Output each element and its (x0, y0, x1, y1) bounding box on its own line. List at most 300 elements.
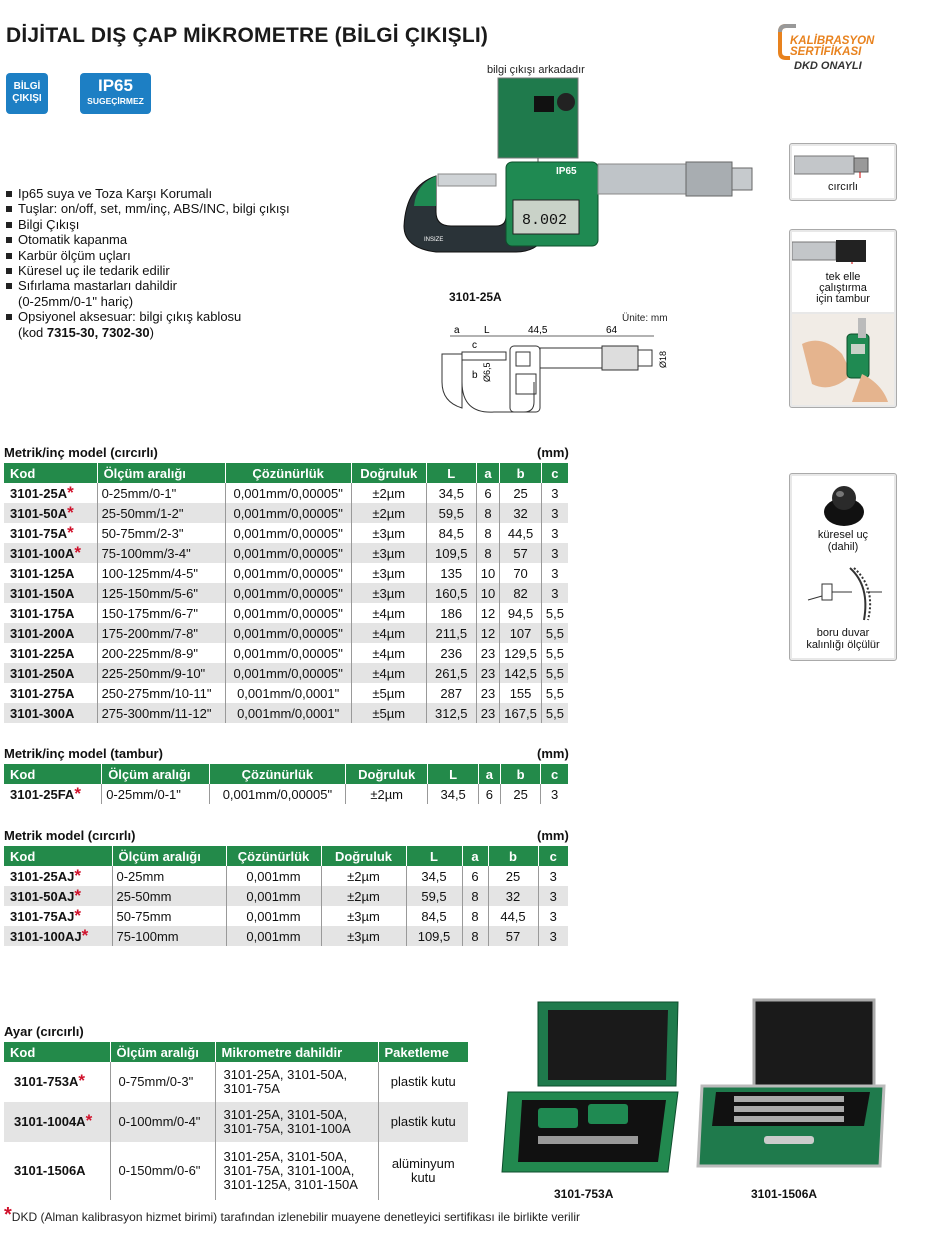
accuracy-cell: ±2µm (345, 784, 428, 804)
drawing-unit: Ünite: mm (622, 313, 668, 324)
col-header: L (406, 846, 462, 866)
resolution-cell: 0,001mm/0,0001" (225, 703, 351, 723)
col-header: b (500, 764, 540, 784)
included-cell (215, 1142, 378, 1200)
accuracy-cell: ±2µm (321, 866, 406, 886)
table-row (4, 543, 568, 563)
dim-cell: 84,5 (406, 906, 462, 926)
set-caption: 3101-753A (554, 1187, 614, 1201)
dim-cell: 5,5 (541, 663, 568, 683)
thimble-feature-box (789, 229, 897, 408)
code-cell (4, 906, 112, 926)
dkd-star: * (74, 783, 81, 803)
code-text: 3101-175A (10, 605, 75, 621)
calibration-certificate-logo (776, 22, 906, 78)
feature-text: (kod (18, 324, 47, 340)
packaging-cell (378, 1142, 468, 1200)
thimble-label: için tambur (816, 293, 870, 305)
dim-cell: 34,5 (426, 483, 476, 503)
table-row (4, 563, 568, 583)
dim-cell: 23 (476, 703, 499, 723)
badge-line: BİLGİ (13, 81, 41, 92)
dim-cell: 3 (541, 583, 568, 603)
pipe-wall-label: kalınlığı ölçülür (806, 639, 880, 651)
ratchet-label: cırcırlı (828, 181, 858, 193)
feature-item-cont (6, 325, 386, 340)
feature-codes: 7315-30, 7302-30 (46, 324, 150, 340)
dim-cell: 3 (551, 525, 559, 541)
table-row (4, 784, 568, 804)
dim-cell: 23 (476, 643, 499, 663)
range-cell: 125-150mm/5-6" (97, 583, 225, 603)
col-header: Doğruluk (321, 846, 406, 866)
included-line: 3101-25A, 3101-50A, (223, 1067, 348, 1082)
page-title: DİJİTAL DIŞ ÇAP MİKROMETRE (BİLGİ ÇIKIŞLI) (6, 24, 489, 47)
code-text: 3101-150A (10, 585, 75, 601)
accuracy-cell: ±3µm (351, 523, 426, 543)
table1-title: Metrik/inç model (cırcırlı) (4, 445, 158, 460)
dim-cell: 8 (476, 523, 499, 543)
table-row (4, 866, 568, 886)
dim-cell: 109,5 (426, 543, 476, 563)
resolution-cell: 0,001mm (226, 906, 321, 926)
ball-tip-label: küresel uç (817, 529, 869, 541)
product-model-caption: 3101-25A (449, 290, 502, 304)
table-row (4, 1062, 468, 1102)
range-cell: 0-75mm/0-3" (110, 1062, 215, 1102)
included-cell (215, 1062, 378, 1102)
feature-item: Opsiyonel aksesuar: bilgi çıkış kablosu (6, 309, 386, 324)
code-text: 3101-125A (10, 565, 75, 581)
dim-cell: 3 (541, 543, 568, 563)
included-line: 3101-25A, 3101-50A, (223, 1149, 348, 1164)
data-output-note: bilgi çıkışı arkadadır (487, 64, 585, 76)
resolution-cell: 0,001mm/0,00005" (225, 483, 351, 503)
packaging-line: plastik kutu (390, 1114, 456, 1129)
feature-item: Tuşlar: on/off, set, mm/inç, ABS/INC, bilgi çıkışı (6, 201, 386, 216)
code-cell (4, 1142, 110, 1200)
table-row (4, 906, 568, 926)
col-header: c (538, 846, 568, 866)
hand-operation-photo (792, 314, 894, 405)
col-header: c (541, 764, 568, 784)
range-cell: 0-100mm/0-4" (110, 1102, 215, 1142)
thimble-shape (686, 162, 732, 196)
code-text: 3101-275A (10, 685, 75, 701)
table-row (4, 583, 568, 603)
code-text: 3101-25A (10, 485, 68, 501)
range-cell: 25-50mm/1-2" (97, 503, 225, 523)
packaging-cell (378, 1102, 468, 1142)
resolution-cell: 0,001mm/0,00005" (225, 543, 351, 563)
port-icon (534, 96, 554, 112)
accessory-feature-box (789, 473, 897, 661)
table1-body (4, 483, 568, 723)
range-cell: 150-175mm/6-7" (97, 603, 225, 623)
feature-item: Karbür ölçüm uçları (6, 248, 386, 263)
col-header: a (476, 463, 499, 483)
table3-body (4, 866, 568, 946)
range-cell: 75-100mm (112, 926, 226, 946)
dim-cell: 5,5 (545, 605, 564, 621)
ip-badge-sub: SUGEÇİRMEZ (87, 96, 144, 106)
packaging-line: plastik kutu (390, 1074, 456, 1089)
dim-cell: 44,5 (500, 523, 542, 543)
dim-label: b (472, 370, 478, 381)
col-header: Doğruluk (345, 764, 428, 784)
resolution-cell: 0,001mm/0,00005" (225, 563, 351, 583)
dim-label: 64 (606, 325, 618, 336)
dim-cell: 57 (500, 543, 542, 563)
packaging-line: kutu (410, 1170, 436, 1185)
accuracy-cell: ±3µm (351, 543, 426, 563)
col-header: Kod (4, 463, 97, 483)
table-row (4, 483, 568, 503)
dim-cell: 3 (541, 503, 568, 523)
dim-cell: 25 (500, 483, 542, 503)
table3 (4, 846, 568, 946)
dim-cell: 82 (500, 583, 542, 603)
feature-item: Sıfırlama mastarları dahildir (6, 278, 386, 293)
dim-cell: 167,5 (500, 703, 542, 723)
dim-cell: 107 (500, 623, 542, 643)
dim-cell: 6 (478, 784, 500, 804)
ball-tip-icon (820, 482, 868, 528)
code-cell (4, 483, 97, 503)
dim-cell: 8 (462, 926, 488, 946)
resolution-cell: 0,001mm/0,00005" (225, 603, 351, 623)
dim-cell: 129,5 (500, 643, 542, 663)
accuracy-cell: ±3µm (321, 926, 406, 946)
footnote (4, 1204, 581, 1226)
accuracy-cell: ±4µm (351, 663, 426, 683)
dim-cell: 94,5 (500, 603, 542, 623)
code-cell (4, 926, 112, 946)
ratchet-feature-box (789, 143, 897, 201)
code-text: 3101-753A (14, 1074, 79, 1089)
code-cell (4, 1102, 110, 1142)
accuracy-cell: ±3µm (351, 583, 426, 603)
dim-cell: 5,5 (541, 623, 568, 643)
resolution-cell: 0,001mm (226, 926, 321, 946)
dim-label: L (484, 325, 490, 336)
dim-cell: 3 (551, 485, 559, 501)
code-cell (4, 643, 97, 663)
code-cell (4, 543, 97, 563)
dim-cell: 236 (426, 643, 476, 663)
thimble-label: tek elle (825, 271, 861, 283)
code-text: 3101-50A (10, 505, 68, 521)
code-text: 3101-100A (10, 545, 75, 561)
resolution-cell: 0,001mm/0,00005" (225, 583, 351, 603)
range-cell: 0-25mm/0-1" (102, 784, 210, 804)
table4-body (4, 1062, 468, 1200)
data-output-badge (6, 73, 48, 114)
accuracy-cell: ±2µm (351, 483, 426, 503)
dim-label: Ø6,5 (482, 362, 492, 382)
dim-cell: 34,5 (428, 784, 478, 804)
code-cell (4, 563, 97, 583)
badge-line: ÇIKIŞI (12, 93, 42, 104)
technical-drawing (434, 322, 674, 414)
resolution-cell: 0,001mm/0,00005" (225, 663, 351, 683)
ip65-badge (80, 73, 151, 114)
dim-cell: 59,5 (426, 503, 476, 523)
resolution-cell: 0,001mm/0,0001" (225, 683, 351, 703)
dkd-star: * (67, 522, 74, 542)
accuracy-cell: ±3µm (321, 906, 406, 926)
dim-cell: 109,5 (406, 926, 462, 946)
dim-cell: 32 (488, 886, 538, 906)
dim-cell: 211,5 (426, 623, 476, 643)
cert-line2: SERTİFİKASI (790, 46, 862, 58)
code-text: 3101-200A (10, 625, 75, 641)
dim-cell: 135 (426, 563, 476, 583)
dim-cell: 312,5 (426, 703, 476, 723)
code-cell (4, 784, 102, 804)
pipe-wall-icon (804, 566, 884, 622)
spindle-shape (438, 174, 496, 186)
dim-cell: 12 (476, 603, 499, 623)
col-header: a (478, 764, 500, 784)
col-header: Kod (4, 1042, 110, 1062)
code-cell (4, 1062, 110, 1102)
range-cell: 200-225mm/8-9" (97, 643, 225, 663)
dkd-star: * (67, 482, 74, 502)
dim-cell: 25 (500, 784, 540, 804)
range-cell: 100-125mm/4-5" (97, 563, 225, 583)
range-cell: 50-75mm (112, 906, 226, 926)
dim-cell: 3 (549, 868, 557, 884)
feature-item-cont: (0-25mm/0-1" hariç) (18, 293, 134, 309)
dim-cell: 5,5 (545, 685, 564, 701)
ip-badge-main: IP65 (98, 76, 133, 95)
dim-cell: 3 (551, 786, 559, 802)
lcd-value: 8.002 (522, 212, 568, 229)
col-header: Çözünürlük (226, 846, 321, 866)
col-header: Doğruluk (351, 463, 426, 483)
feature-text: ) (149, 324, 154, 340)
table-row (4, 1102, 468, 1142)
ball-tip-label: (dahil) (827, 541, 859, 553)
table2-body (4, 784, 568, 804)
dim-cell: 59,5 (406, 886, 462, 906)
table-row (4, 703, 568, 723)
ratchet-shape (732, 168, 752, 190)
table3-unit: (mm) (537, 828, 569, 843)
dim-cell: 25 (488, 866, 538, 886)
dim-cell: 6 (462, 866, 488, 886)
table-row (4, 663, 568, 683)
table2-unit: (mm) (537, 746, 569, 761)
table-row (4, 1142, 468, 1200)
table-row (4, 623, 568, 643)
table3-title: Metrik model (cırcırlı) (4, 828, 136, 843)
accuracy-cell: ±3µm (351, 563, 426, 583)
col-header: Ölçüm aralığı (97, 463, 225, 483)
code-text: 3101-1004A (14, 1114, 86, 1129)
code-cell (4, 663, 97, 683)
dim-cell: 287 (426, 683, 476, 703)
table-row (4, 643, 568, 663)
accuracy-cell: ±2µm (321, 886, 406, 906)
accuracy-cell: ±4µm (351, 643, 426, 663)
code-text: 3101-225A (10, 645, 75, 661)
dim-cell: 70 (500, 563, 542, 583)
screw-icon (557, 93, 575, 111)
feature-item: Bilgi Çıkışı (6, 217, 386, 232)
dim-cell: 8 (476, 543, 499, 563)
range-cell: 225-250mm/9-10" (97, 663, 225, 683)
set-caption: 3101-1506A (751, 1187, 818, 1201)
dim-label: a (454, 325, 460, 336)
dim-cell: 10 (476, 563, 499, 583)
brand-label: INSIZE (424, 237, 444, 243)
col-header: a (462, 846, 488, 866)
range-cell: 275-300mm/11-12" (97, 703, 225, 723)
table1-unit: (mm) (537, 445, 569, 460)
dim-cell: 84,5 (426, 523, 476, 543)
resolution-cell: 0,001mm/0,00005" (209, 784, 345, 804)
resolution-cell: 0,001mm/0,00005" (225, 643, 351, 663)
col-header: Paketleme (378, 1042, 468, 1062)
dim-cell: 3 (538, 926, 568, 946)
code-cell (4, 523, 97, 543)
dim-cell: 5,5 (545, 645, 564, 661)
dim-label: Ø18 (658, 350, 668, 368)
dim-cell: 155 (500, 683, 542, 703)
included-line: 3101-75A (223, 1081, 280, 1096)
dkd-star: * (74, 865, 81, 885)
table4 (4, 1042, 468, 1200)
pipe-wall-label: boru duvar (816, 627, 870, 639)
dim-cell: 186 (426, 603, 476, 623)
accuracy-cell: ±2µm (351, 503, 426, 523)
feature-list (6, 186, 386, 340)
code-cell (4, 683, 97, 703)
plastic-case-photo (498, 996, 688, 1182)
included-line: 3101-25A, 3101-50A, (223, 1107, 348, 1122)
range-cell: 0-25mm/0-1" (97, 483, 225, 503)
col-header: L (428, 764, 478, 784)
dim-cell: 8 (476, 503, 499, 523)
dim-label: 44,5 (528, 325, 548, 336)
range-cell: 75-100mm/3-4" (97, 543, 225, 563)
packaging-cell (378, 1062, 468, 1102)
range-cell: 25-50mm (112, 886, 226, 906)
dim-cell: 23 (476, 663, 499, 683)
col-header: b (500, 463, 542, 483)
table-row (4, 886, 568, 906)
aluminium-case-photo (694, 996, 894, 1182)
col-header: Çözünürlük (209, 764, 345, 784)
dim-cell: 32 (500, 503, 542, 523)
dim-cell: 261,5 (426, 663, 476, 683)
col-header: b (488, 846, 538, 866)
detail-inset (498, 78, 578, 158)
resolution-cell: 0,001mm/0,00005" (225, 523, 351, 543)
dim-cell: 3 (538, 886, 568, 906)
dim-cell: 10 (476, 583, 499, 603)
resolution-cell: 0,001mm/0,00005" (225, 623, 351, 643)
range-cell: 0-25mm (112, 866, 226, 886)
table-row (4, 926, 568, 946)
code-text: 3101-100AJ (10, 928, 82, 944)
range-cell: 0-150mm/0-6" (110, 1142, 215, 1200)
code-text: 3101-50AJ (10, 888, 75, 904)
ratchet-icon (794, 150, 890, 178)
table-row (4, 683, 568, 703)
code-cell (4, 866, 112, 886)
thimble-icon (792, 238, 892, 264)
cert-line1: KALİBRASYON (790, 35, 875, 47)
range-cell: 50-75mm/2-3" (97, 523, 225, 543)
col-header: c (541, 463, 568, 483)
dim-cell: 8 (462, 906, 488, 926)
col-header: Kod (4, 764, 102, 784)
code-cell (4, 703, 97, 723)
col-header: L (426, 463, 476, 483)
dim-cell: 142,5 (500, 663, 542, 683)
accuracy-cell: ±4µm (351, 623, 426, 643)
code-cell (4, 503, 97, 523)
code-text: 3101-25FA (10, 786, 75, 802)
dim-cell: 34,5 (406, 866, 462, 886)
dim-label: c (472, 340, 477, 351)
cert-line3: DKD ONAYLI (794, 60, 862, 72)
dim-cell: 160,5 (426, 583, 476, 603)
resolution-cell: 0,001mm (226, 866, 321, 886)
dim-cell: 8 (462, 886, 488, 906)
table2 (4, 764, 568, 804)
table-row (4, 603, 568, 623)
table1 (4, 463, 568, 723)
code-text: 3101-75AJ (10, 908, 75, 924)
table-row (4, 523, 568, 543)
code-cell (4, 623, 97, 643)
resolution-cell: 0,001mm (226, 886, 321, 906)
included-line: 3101-125A, 3101-150A (223, 1177, 358, 1192)
resolution-cell: 0,001mm/0,00005" (225, 503, 351, 523)
dkd-star: * (67, 502, 74, 522)
feature-item: Küresel uç ile tedarik edilir (6, 263, 386, 278)
col-header: Kod (4, 846, 112, 866)
dim-cell: 3 (549, 908, 557, 924)
code-text: 3101-300A (10, 705, 75, 721)
table-row (4, 503, 568, 523)
code-cell (4, 603, 97, 623)
code-cell (4, 886, 112, 906)
table4-title: Ayar (cırcırlı) (4, 1024, 84, 1039)
dkd-star: * (85, 1111, 93, 1130)
accuracy-cell: ±5µm (351, 683, 426, 703)
table2-title: Metrik/inç model (tambur) (4, 746, 163, 761)
dkd-star: * (81, 925, 89, 945)
col-header: Ölçüm aralığı (102, 764, 210, 784)
dkd-star: * (74, 905, 81, 925)
included-cell (215, 1102, 378, 1142)
feature-item: Ip65 suya ve Toza Karşı Korumalı (6, 186, 386, 201)
footnote-star: * (4, 1204, 12, 1226)
accuracy-cell: ±4µm (351, 603, 426, 623)
packaging-line: alüminyum (391, 1156, 455, 1171)
col-header: Mikrometre dahildir (215, 1042, 378, 1062)
dkd-star: * (74, 542, 81, 562)
dim-cell: 23 (476, 683, 499, 703)
micrometer-illustration (396, 76, 756, 276)
thimble-label: çalıştırma (819, 282, 867, 294)
code-text: 3101-75A (10, 525, 68, 541)
